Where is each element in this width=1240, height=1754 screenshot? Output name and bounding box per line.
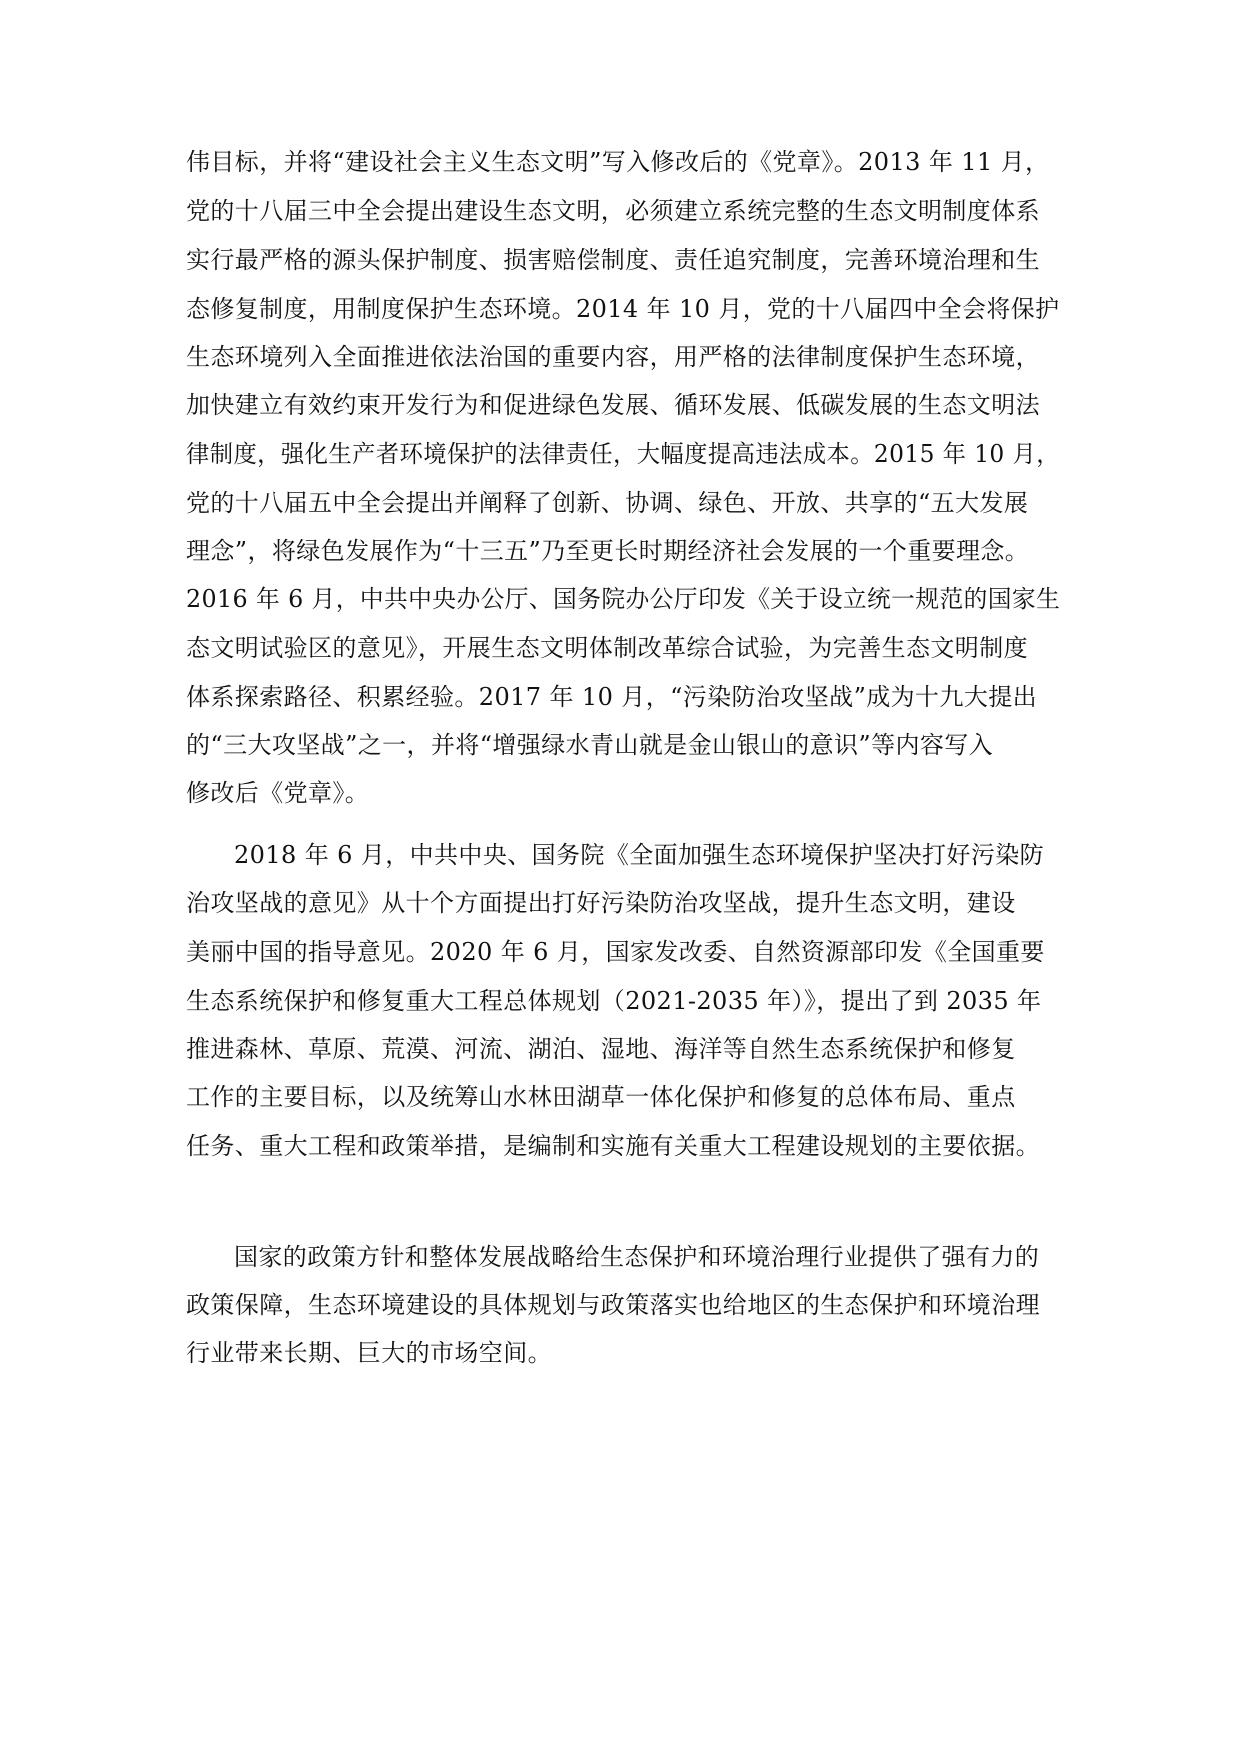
text-line: 体系探索路径、积累经验。2017 年 10 月，“污染防治攻坚战”成为十九大提出 xyxy=(186,683,1038,711)
text-line: 生态系统保护和修复重大工程总体规划（2021-2035 年）》，提出了到 2035 年 xyxy=(186,987,1042,1015)
text-line: 行业带来长期、巨大的市场空间。 xyxy=(186,1339,552,1367)
text-line: 2018 年 6 月，中共中央、国务院《全面加强生态环境保护坚决打好污染防 xyxy=(234,841,1045,869)
text-line: 任务、重大工程和政策举措，是编制和实施有关重大工程建设规划的主要依据。 xyxy=(186,1132,1040,1160)
text-line: 工作的主要目标，以及统筹山水林田湖草一体化保护和修复的总体布局、重点 xyxy=(186,1083,1016,1111)
text-line: 理念”，将绿色发展作为“十三五”乃至更长时期经济社会发展的一个重要理念。 xyxy=(186,537,1030,565)
text-line: 国家的政策方针和整体发展战略给生态保护和环境治理行业提供了强有力的 xyxy=(234,1243,1040,1271)
text-line: 推进森林、草原、荒漠、河流、湖泊、湿地、海洋等自然生态系统保护和修复 xyxy=(186,1035,1016,1063)
text-line: 党的十八届三中全会提出建设生态文明，必须建立系统完整的生态文明制度体系 xyxy=(186,197,1040,225)
text-line: 美丽中国的指导意见。2020 年 6 月，国家发改委、自然资源部印发《全国重要 xyxy=(186,938,1045,966)
text-line: 实行最严格的源头保护制度、损害赔偿制度、责任追究制度，完善环境治理和生 xyxy=(186,246,1040,274)
text-line: 的“三大攻坚战”之一，并将“增强绿水青山就是金山银山的意识”等内容写入 xyxy=(186,731,994,759)
text-line: 治攻坚战的意见》从十个方面提出打好污染防治攻坚战，提升生态文明，建设 xyxy=(186,889,1016,917)
text-line: 律制度，强化生产者环境保护的法律责任，大幅度提高违法成本。2015 年 10 月， xyxy=(186,440,1060,468)
text-line: 党的十八届五中全会提出并阐释了创新、协调、绿色、开放、共享的“五大发展 xyxy=(186,489,1029,517)
text-line: 态修复制度，用制度保护生态环境。2014 年 10 月，党的十八届四中全会将保护 xyxy=(186,295,1060,323)
text-line: 伟目标，并将“建设社会主义生态文明”写入修改后的《党章》。2013 年 11 月， xyxy=(186,148,1050,176)
text-line: 2016 年 6 月，中共中央办公厅、国务院办公厅印发《关于设立统一规范的国家生 xyxy=(186,585,1061,613)
text-line: 加快建立有效约束开发行为和促进绿色发展、循环发展、低碳发展的生态文明法 xyxy=(186,391,1040,419)
text-line: 生态环境列入全面推进依法治国的重要内容，用严格的法律制度保护生态环境， xyxy=(186,343,1040,371)
text-line: 修改后《党章》。 xyxy=(186,779,370,807)
text-line: 态文明试验区的意见》，开展生态文明体制改革综合试验，为完善生态文明制度 xyxy=(186,634,1028,662)
text-line: 政策保障，生态环境建设的具体规划与政策落实也给地区的生态保护和环境治理 xyxy=(186,1291,1040,1319)
